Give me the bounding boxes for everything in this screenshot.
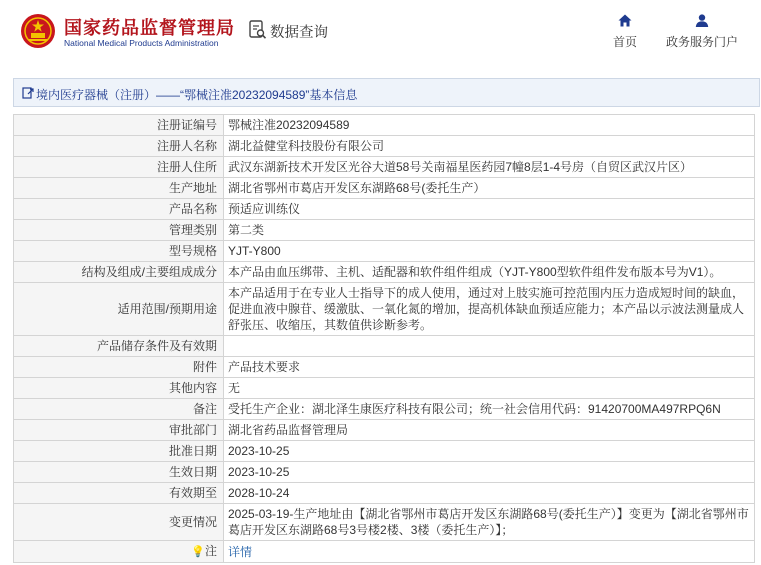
field-value: 鄂械注准20232094589 <box>224 115 755 136</box>
field-label: 变更情况 <box>14 504 224 541</box>
site-header <box>0 0 761 66</box>
field-label: 适用范围/预期用途 <box>14 283 224 336</box>
table-row <box>14 336 755 357</box>
table-row <box>14 136 755 157</box>
table-row <box>14 420 755 441</box>
field-value: 本产品适用于在专业人士指导下的成人使用，通过对上肢实施可控范围内压力造成短时间的缺血，促进血液中腺苷、缓激肽、一氧化氮的增加，提高机体缺血预适应能力；本产品以示波法测量成人舒张压、收缩压，其数值供诊断参考。 <box>224 283 755 336</box>
table-row <box>14 178 755 199</box>
field-value <box>224 336 755 357</box>
nav-government-portal-label: 政务服务门户 <box>665 35 738 49</box>
field-label: 管理类别 <box>14 220 224 241</box>
field-label: 备注 <box>14 399 224 420</box>
note-label-cell <box>14 541 224 563</box>
note-label: 注 <box>204 544 217 558</box>
table-row <box>14 199 755 220</box>
field-value: 湖北益健堂科技股份有限公司 <box>224 136 755 157</box>
site-name-en: National Medical Products Administration <box>64 38 219 48</box>
nav-home-label: 首页 <box>612 35 637 49</box>
field-label: 注册人住所 <box>14 157 224 178</box>
field-value: 湖北省药品监督管理局 <box>224 420 755 441</box>
record-title-bar <box>13 78 760 107</box>
document-link-icon <box>22 87 34 99</box>
field-value: 2023-10-25 <box>224 441 755 462</box>
field-value: 本产品由血压绑带、主机、适配器和软件组件组成（YJT-Y800型软件组件发布版本号为V1）。 <box>224 262 755 283</box>
note-value-cell <box>224 541 755 563</box>
field-value: YJT-Y800 <box>224 241 755 262</box>
table-row <box>14 378 755 399</box>
table-row <box>14 115 755 136</box>
table-row <box>14 399 755 420</box>
data-query-label[interactable]: 数据查询 <box>270 25 328 41</box>
field-value: 第二类 <box>224 220 755 241</box>
field-label: 注册证编号 <box>14 115 224 136</box>
home-icon <box>618 14 632 27</box>
table-row-note <box>14 541 755 563</box>
site-name-cn[interactable]: 国家药品监督管理局 <box>64 18 235 38</box>
field-value: 产品技术要求 <box>224 357 755 378</box>
nav-home[interactable] <box>607 14 643 50</box>
user-icon <box>695 14 709 27</box>
table-row <box>14 441 755 462</box>
table-row <box>14 241 755 262</box>
field-value: 无 <box>224 378 755 399</box>
field-value: 2028-10-24 <box>224 483 755 504</box>
table-row <box>14 157 755 178</box>
nav-government-portal[interactable] <box>660 14 744 50</box>
table-row <box>14 220 755 241</box>
field-value: 武汉东湖新技术开发区光谷大道58号关南福星医药园7幢8层1-4号房（自贸区武汉片区） <box>224 157 755 178</box>
lightbulb-icon: 💡 <box>191 546 205 558</box>
table-row <box>14 462 755 483</box>
field-value: 预适应训练仪 <box>224 199 755 220</box>
field-label: 有效期至 <box>14 483 224 504</box>
field-label: 结构及组成/主要组成成分 <box>14 262 224 283</box>
table-row <box>14 504 755 541</box>
field-label: 其他内容 <box>14 378 224 399</box>
field-label: 附件 <box>14 357 224 378</box>
field-label: 生产地址 <box>14 178 224 199</box>
field-value: 湖北省鄂州市葛店开发区东湖路68号(委托生产） <box>224 178 755 199</box>
field-label: 审批部门 <box>14 420 224 441</box>
table-row <box>14 483 755 504</box>
field-value: 2023-10-25 <box>224 462 755 483</box>
data-query-icon[interactable] <box>249 20 267 40</box>
record-title: 境内医疗器械（注册）——“鄂械注准20232094589”基本信息 <box>36 88 358 102</box>
registration-detail-table <box>13 114 755 563</box>
table-row <box>14 357 755 378</box>
field-value: 2025-03-19-生产地址由【湖北省鄂州市葛店开发区东湖路68号(委托生产）】变更为【湖北省鄂州市葛店开发区东湖路68号3号楼2楼、3楼（委托生产）】； <box>224 504 755 541</box>
national-emblem-icon <box>20 13 56 49</box>
table-row <box>14 262 755 283</box>
field-label: 注册人名称 <box>14 136 224 157</box>
field-label: 型号规格 <box>14 241 224 262</box>
field-label: 产品储存条件及有效期 <box>14 336 224 357</box>
field-label: 批准日期 <box>14 441 224 462</box>
table-row <box>14 283 755 336</box>
details-link[interactable]: 详情 <box>228 544 253 559</box>
field-value: 受托生产企业：湖北泽生康医疗科技有限公司；统一社会信用代码：91420700MA497RPQ6N <box>224 399 755 420</box>
field-label: 产品名称 <box>14 199 224 220</box>
field-label: 生效日期 <box>14 462 224 483</box>
